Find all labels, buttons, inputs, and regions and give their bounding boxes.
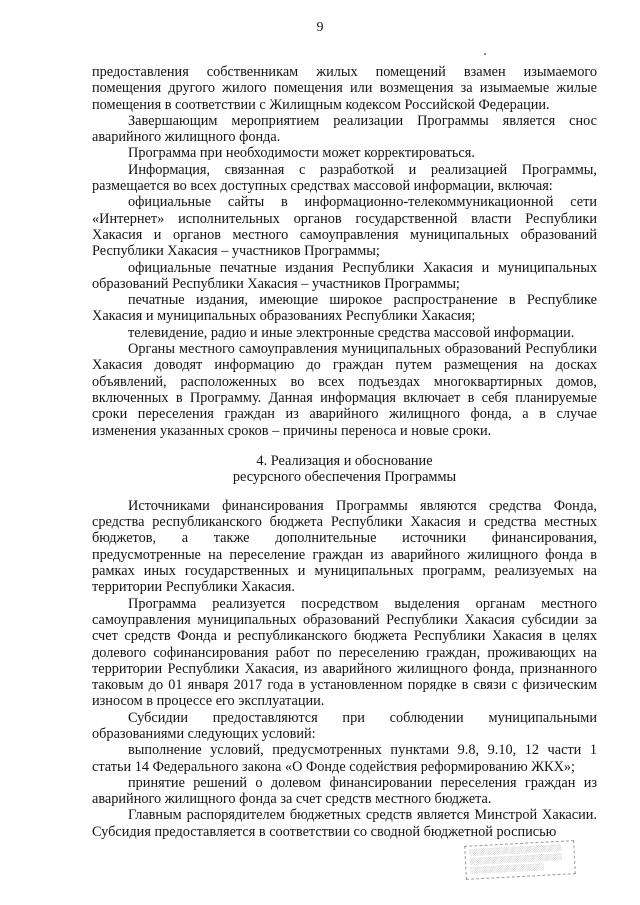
paragraph: Информация, связанная с разработкой и реализацией Программы, размещается во всех доступных средствах массовой информации, включая: <box>92 161 597 195</box>
list-item: печатные издания, имеющие широкое распространение в Республике Хакасия и муниципальных образованиях Республики Хакасия; <box>92 292 597 325</box>
paragraph: Программа реализуется посредством выделения органам местного самоуправления муниципальных образований Республики Хакасия субсидии за счет средств Фонда и республиканского бюджета Республики Хакасия в целях долевого софинансирования работ по переселению граждан, проживающих на территории Республики Хакасия, из аварийного жилищного фонда, признанного таковым до 01 января 2017 года в установленном порядке в связи с физическим износом в процессе его эксплуатации. <box>92 595 597 710</box>
paragraph: Субсидии предоставляются при соблюдении муниципальными образованиями следующих условий: <box>92 709 597 742</box>
list-item: принятие решений о долевом финансировании переселения граждан из аварийного жилищного фонда за счет средств местного бюджета. <box>92 774 597 808</box>
document-body <box>92 64 597 840</box>
list-item: выполнение условий, предусмотренных пунктами 9.8, 9.10, 12 части 1 статьи 14 Федерального закона «О Фонде содействия реформированию ЖКХ»; <box>92 742 597 775</box>
paragraph: Органы местного самоуправления муниципальных образований Республики Хакасия доводят информацию до граждан путем размещения на досках объявлений, расположенных во всех подъездах многоквартирных домов, включенных в Программу. Данная информация включает в себя планируемые сроки переселения граждан из аварийного жилищного фонда, а в случае изменения указанных сроков – причины переноса и новые сроки. <box>92 341 597 439</box>
section-heading <box>92 453 597 486</box>
stamp-line: ░░░░░░░░░░░░░░░░░░░░ <box>469 853 563 866</box>
scan-speck <box>484 53 486 55</box>
paragraph: Завершающим мероприятием реализации Программы является снос аварийного жилищного фонда. <box>92 112 597 146</box>
section-heading-line: ресурсного обеспечения Программы <box>232 469 457 486</box>
page-number: 9 <box>316 20 324 35</box>
paragraph: Источниками финансирования Программы являются средства Фонда, средства республиканского бюджета Республики Хакасия и средства местных бюджетов, а также дополнительные источники финансирования, предусмотренные на переселение граждан из аварийного жилищного фонда в рамках иных государственных и муниципальных программ, реализуемых на территории Республики Хакасия. <box>92 497 597 596</box>
stamp-line: ░░░░░░░░░░░░░░░░░░░░ <box>469 844 562 857</box>
stamp-line: ░░░░░░░░░░░░░░░░ <box>470 863 545 875</box>
section-heading-line: 4. Реализация и обоснование <box>256 452 433 469</box>
paragraph: предоставления собственникам жилых помещений взамен изымаемого помещения другого жилого помещения или возмещения за изымаемые жилые помещения в соответствии с Жилищным кодексом Российской Федерации. <box>92 64 597 113</box>
paragraph: Программа при необходимости может корректироваться. <box>128 145 475 162</box>
list-item: телевидение, радио и иные электронные средства массовой информации. <box>128 324 575 341</box>
registration-stamp <box>464 840 576 880</box>
paragraph: Главным распорядителем бюджетных средств является Минстрой Хакасии. Субсидия предоставляется в соответствии со сводной бюджетной росписью <box>92 807 597 840</box>
list-item: официальные сайты в информационно-телекоммуникационной сети «Интернет» исполнительных органов государственной власти Республики Хакасия и органов местного самоуправления муниципальных образований Республики Хакасия – участников Программы; <box>92 194 597 260</box>
list-item: официальные печатные издания Республики Хакасия и муниципальных образований Республики Хакасия – участников Программы; <box>92 259 597 292</box>
